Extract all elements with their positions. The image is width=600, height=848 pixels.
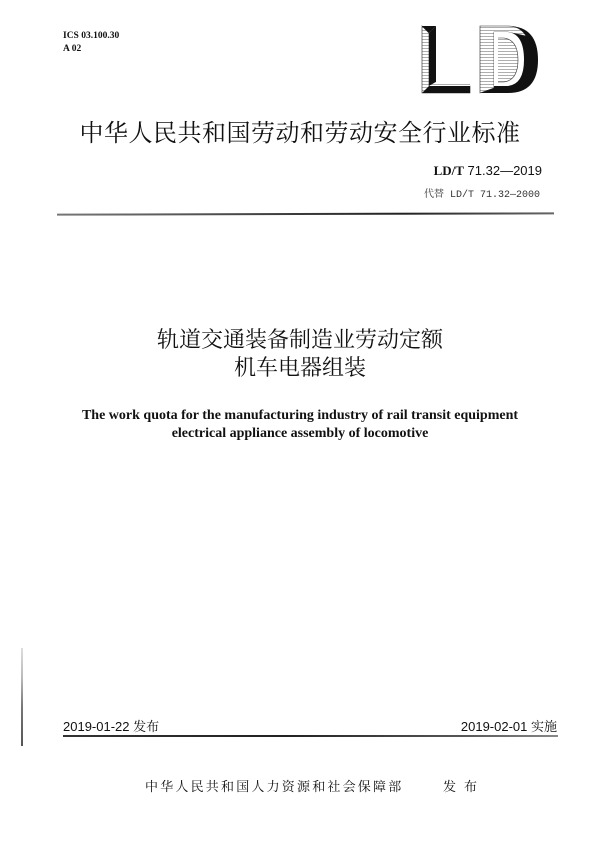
ld-logo-icon <box>400 20 545 94</box>
ccs-code: A 02 <box>63 44 82 54</box>
chinese-title-line-1: 轨道交通装备制造业劳动定额 <box>156 328 443 353</box>
chinese-title-line-2: 机车电器组装 <box>233 356 366 381</box>
publisher: 中华人民共和国人力资源和社会保障部 <box>145 779 404 794</box>
header-divider <box>57 212 554 215</box>
english-title-line-1: The work quota for the manufacturing industry of rail transit equipment <box>81 408 519 423</box>
issue-date: 2019-01-22 发布 <box>63 719 160 734</box>
footer-divider <box>63 735 558 737</box>
ld-logo <box>400 20 545 94</box>
english-title-line-2: electrical appliance assembly of locomotive <box>171 426 429 441</box>
standard-code <box>434 163 542 179</box>
organization-title: 中华人民共和国劳动和劳动安全行业标准 <box>79 119 521 147</box>
replaces-standard: 代替 LD/T 71.32—2000 <box>423 190 540 201</box>
ics-code: ICS 03.100.30 <box>63 31 120 41</box>
scan-edge-line <box>21 648 23 746</box>
chinese-title <box>0 327 600 383</box>
implementation-date: 2019-02-01 实施 <box>460 719 557 734</box>
english-title <box>0 407 600 443</box>
classification-codes <box>63 30 119 56</box>
publish-label: 发布 <box>443 779 486 794</box>
standard-code-number: 71.32—2019 <box>467 163 542 178</box>
standard-code-prefix: LD/T <box>433 163 464 178</box>
